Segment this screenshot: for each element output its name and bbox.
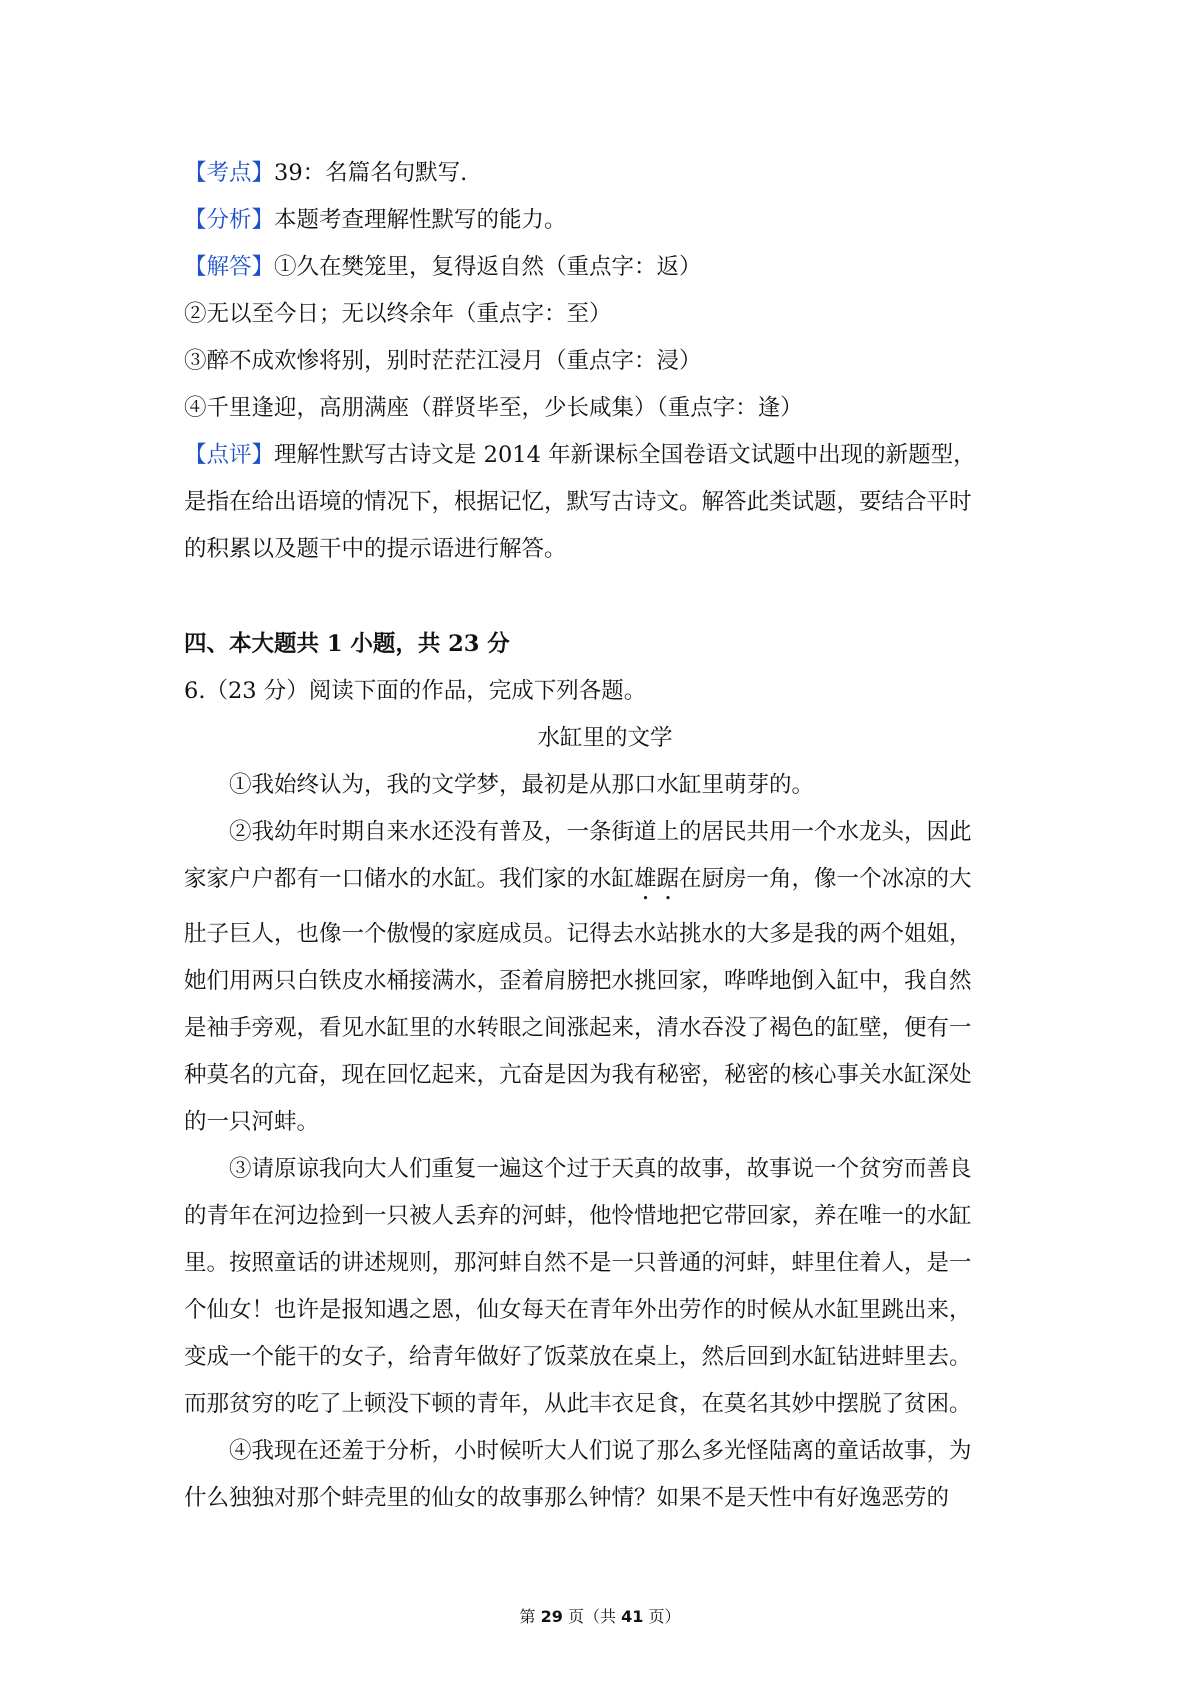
document-page — [184, 150, 1026, 1522]
paragraph-4-line-1: ④我现在还羞于分析，小时候听大人们说了那么多光怪陆离的童话故事，为 — [229, 1438, 972, 1464]
paragraph-3-line-3: 里。按照童话的讲述规则，那河蚌自然不是一只普通的河蚌，蚌里住着人，是一 — [184, 1250, 972, 1276]
paragraph-1: ①我始终认为，我的文学梦，最初是从那口水缸里萌芽的。 — [229, 772, 815, 798]
emphasized-word: 雄踞 — [634, 866, 680, 892]
fenxi-text: 本题考查理解性默写的能力。 — [274, 207, 567, 233]
dianping-line-2: 是指在给出语境的情况下，根据记忆，默写古诗文。解答此类试题，要结合平时 — [184, 489, 972, 515]
kaodian-text: 39：名篇名句默写. — [274, 160, 468, 186]
footer-total-pages: 41 — [621, 1607, 644, 1626]
paragraph-2-line-5: 是袖手旁观，看见水缸里的水转眼之间涨起来，清水吞没了褐色的缸壁，便有一 — [184, 1015, 972, 1041]
jieda-tag: 【解答】 — [184, 254, 275, 280]
paragraph-3-line-2: 的青年在河边捡到一只被人丢弃的河蚌，他怜惜地把它带回家，养在唯一的水缸 — [184, 1203, 972, 1229]
jieda-line-1 — [184, 244, 1026, 291]
footer-page-number: 29 — [540, 1607, 563, 1626]
article-title: 水缸里的文学 — [537, 725, 673, 751]
jieda-line-3: ③醉不成欢惨将别，别时茫茫江浸月（重点字：浸） — [184, 348, 702, 374]
paragraph-3-line-5: 变成一个能干的女子，给青年做好了饭菜放在桌上，然后回到水缸钻进蚌里去。 — [184, 1344, 972, 1370]
p2-l2-post: 在厨房一角，像一个冰凉的大 — [679, 866, 972, 892]
kaodian-line — [184, 150, 1026, 197]
paragraph-3-line-6: 而那贫穷的吃了上顿没下顿的青年，从此丰衣足食，在莫名其妙中摆脱了贫困。 — [184, 1391, 972, 1417]
jieda-line-2: ②无以至今日；无以终余年（重点字：至） — [184, 301, 612, 327]
jieda-line-4: ④千里逢迎，高朋满座（群贤毕至，少长咸集）（重点字：逢） — [184, 395, 803, 421]
footer-middle: 页（共 — [567, 1607, 616, 1626]
question-stem: 6.（23 分）阅读下面的作品，完成下列各题。 — [184, 678, 647, 704]
p2-l2-pre: 家家户户都有一口储水的水缸。我们家的水缸 — [184, 866, 635, 892]
fenxi-line — [184, 197, 1026, 244]
dianping-tag: 【点评】 — [184, 442, 275, 468]
paragraph-4-line-2: 什么独独对那个蚌壳里的仙女的故事那么钟情？如果不是天性中有好逸恶劳的 — [184, 1485, 950, 1511]
paragraph-2-line-2 — [184, 856, 1026, 905]
paragraph-2-line-4: 她们用两只白铁皮水桶接满水，歪着肩膀把水挑回家，哗哗地倒入缸中，我自然 — [184, 968, 972, 994]
kaodian-tag: 【考点】 — [184, 160, 275, 186]
paragraph-3-line-1: ③请原谅我向大人们重复一遍这个过于天真的故事，故事说一个贫穷而善良 — [229, 1156, 972, 1182]
jieda-text-1: ①久在樊笼里，复得返自然（重点字：返） — [274, 254, 702, 280]
dianping-line-1 — [184, 432, 1026, 479]
dianping-line-3: 的积累以及题干中的提示语进行解答。 — [184, 536, 567, 562]
section-heading: 四、本大题共 1 小题，共 23 分 — [184, 631, 510, 657]
paragraph-2-line-6: 种莫名的亢奋，现在回忆起来，亢奋是因为我有秘密，秘密的核心事关水缸深处 — [184, 1062, 972, 1088]
footer-suffix: 页） — [648, 1607, 681, 1626]
footer-prefix: 第 — [519, 1607, 536, 1626]
paragraph-2-line-1: ②我幼年时期自来水还没有普及，一条街道上的居民共用一个水龙头，因此 — [229, 819, 972, 845]
fenxi-tag: 【分析】 — [184, 207, 275, 233]
paragraph-3-line-4: 个仙女！也许是报知遇之恩，仙女每天在青年外出劳作的时候从水缸里跳出来， — [184, 1297, 972, 1323]
page-footer — [0, 1604, 1200, 1627]
paragraph-2-line-3: 肚子巨人，也像一个傲慢的家庭成员。记得去水站挑水的大多是我的两个姐姐， — [184, 921, 972, 947]
dianping-text-1: 理解性默写古诗文是 2014 年新课标全国卷语文试题中出现的新题型， — [274, 442, 976, 468]
paragraph-2-line-7: 的一只河蚌。 — [184, 1109, 320, 1135]
